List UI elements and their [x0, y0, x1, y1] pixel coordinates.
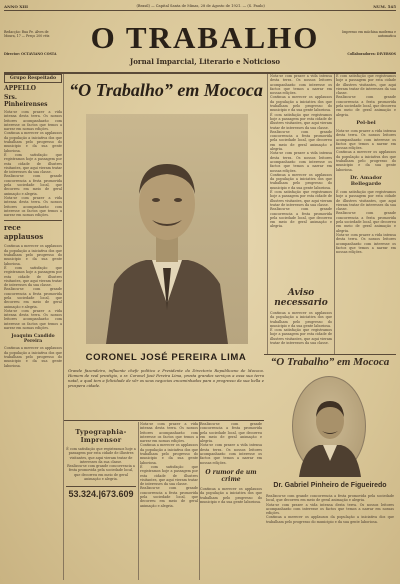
feature2-text: [266, 494, 394, 524]
left-text-1: Nota-se com prazer a vida intensa desta terra. Os nossos leitores acompanharão com interesse os factos que temos a narrar em nossas edições.: [4, 110, 62, 132]
feature2-article: [264, 356, 396, 580]
aviso-article: [270, 288, 332, 345]
feature-article: [66, 76, 266, 418]
typo-text-1: É com satisfação que registramos hoje a passagem por esta cidade de illustres visitantes, que aqui vieram tratar de interesses da sua classe.: [66, 447, 136, 464]
left-text-8: Realizou-se com grande concorrencia a festa promovida pela sociedade local, que decorreu em meio de geral animação e alegria.: [4, 287, 62, 309]
feature-caption-text: Grande fazendeiro, influente chefe politico e Presidente do Directorio Republicano de Mococa. Homem de real prestigio, o sr. Coronel José Pereira Lima, presta grandes serviços a essa sua terra natal, a qual tem a felicidade de vêr os seus negocios encaminhados para o progresso da sua bella e prospera cidade.: [68, 368, 264, 388]
right-column-b: [336, 74, 396, 254]
print-info: Impresso em máchina moderna e automatica: [342, 30, 396, 38]
aviso-heading: Aviso necessario: [274, 288, 328, 308]
left-text-3: É com satisfação que registramos hoje a passagem por esta cidade de illustres visitantes, que aqui vieram tratar de interesses da sua classe.: [4, 152, 62, 175]
rA-text-1: Nota-se com prazer a vida intensa desta terra. Os nossos leitores acompanharão com interesse os factos que temos a narrar em nossas edições.: [270, 74, 332, 96]
left-text-9: Nota-se com prazer a vida intensa desta terra. Os nossos leitores acompanharão com interesse os factos que temos a narrar em nossas edições.: [4, 308, 62, 331]
rA-text-3: É com satisfação que registramos hoje a passagem por esta cidade de illustres visitantes, que aqui vieram tratar de interesses da sua classe.: [270, 112, 332, 130]
typo-text-2: Realizou-se com grande concorrencia a festa promovida pela sociedade local, que decorreu em meio de geral animação e alegria.: [67, 464, 135, 482]
feature-bottom-rule: [64, 420, 264, 421]
left-box-head: Grupo Respeitado: [4, 74, 62, 83]
feature2-portrait: [292, 376, 366, 476]
rA-text-6: Continua a merecer os applausos da população a iniciativa dos que trabalham pelo progresso do municipio e da sua gente laboriosa.: [270, 172, 332, 190]
f2-text-1: Realizou-se com grande concorrencia a festa promovida pela sociedade local, que decorreu em meio de geral animação e alegria.: [266, 494, 394, 503]
masthead-left-info: [4, 30, 58, 56]
bm-text-2: Continua a merecer os applausos da população a iniciativa dos que trabalham pelo progresso do municipio e da sua gente laboriosa.: [140, 443, 198, 465]
place-date: (Brasil) — Capital Santa de Minas, 28 de Agosto de 1921. — (S. Paulo): [136, 4, 265, 8]
typography-ad: [66, 422, 136, 580]
rB-text-7: Nota-se com prazer a vida intensa desta terra. Os nossos leitores acompanharão com interesse os factos que temos a narrar em nossas edições.: [336, 232, 396, 255]
feature2-portrait-illustration: [293, 377, 367, 477]
rA-text-2: Continua a merecer os applausos da população a iniciativa dos que trabalham pelo progresso do municipio e da sua gente laboriosa.: [270, 95, 332, 113]
bottom-right-column: [200, 422, 262, 504]
feature2-caption: Dr. Gabriel Pinheiro de Figueiredo: [273, 482, 387, 489]
column-rule-3: [334, 74, 335, 354]
rB-text-1: É com satisfação que registramos hoje a passagem por esta cidade de illustres visitantes, que aqui vieram tratar de interesses da sua classe.: [336, 74, 396, 96]
crime-heading: O rumor de um crime: [205, 468, 257, 483]
rA-text-8: Realizou-se com grande concorrencia a festa promovida pela sociedade local, que decorreu em meio de geral animação e alegria.: [270, 207, 332, 229]
rA-text-4: Realizou-se com grande concorrencia a festa promovida pela sociedade local, que decorreu em meio de geral animação e alegria.: [270, 129, 332, 152]
top-line: [4, 2, 396, 10]
column-rule-1: [63, 74, 64, 580]
director-info: Director: OCTAVIANO COSTA: [4, 52, 57, 56]
left-text-7: É com satisfação que registramos hoje a passagem por esta cidade de illustres visitantes, que aqui vieram tratar de interesses da sua classe.: [4, 265, 62, 288]
pinheirenses-heading: Srs. Pinheirenses: [4, 94, 48, 108]
collaborators-info: Collaboradores: DIVERSOS: [347, 52, 396, 56]
portrait-photo: [86, 114, 248, 344]
feature2-top-rule: [264, 354, 396, 355]
amador-heading: Dr. Amador Bellegarde: [350, 174, 382, 187]
rA-text-7: É com satisfação que registramos hoje a passagem por esta cidade de illustres visitantes, que aqui vieram tratar de interesses da sua classe.: [270, 190, 332, 207]
bm-text-1: Nota-se com prazer a vida intensa desta terra. Os nossos leitores acompanharão com interesse os factos que temos a narrar em nossas edições.: [140, 422, 198, 444]
rB-text-2: Realizou-se com grande concorrencia a festa promovida pela sociedade local, que decorreu em meio de geral animação e alegria.: [336, 95, 396, 117]
bottom-middle-column: [140, 422, 198, 508]
newspaper-subtitle: Jornal Imparcial, Literario e Noticioso: [129, 57, 281, 66]
br-text-1: Realizou-se com grande concorrencia a festa promovida pela sociedade local, que decorreu em meio de geral animação e alegria.: [200, 422, 262, 444]
feature-heading: “O Trabalho” em Mococa: [69, 80, 263, 100]
bm-text-4: Realizou-se com grande concorrencia a festa promovida pela sociedade local, que decorreu em meio de geral animação e alegria.: [140, 486, 198, 508]
rB-text-5: É com satisfação que registramos hoje a passagem por esta cidade de illustres visitantes, que aqui vieram tratar de interesses da sua classe.: [336, 189, 396, 212]
right-column-a: [270, 74, 332, 229]
left-column: [4, 74, 62, 580]
br-text-2: Nota-se com prazer a vida intensa desta terra. Os nossos leitores acompanharão com interesse os factos que temos a narrar em nossas edições.: [200, 443, 262, 465]
redaction-info: Redacção: Rua Pe. Alves de Moura, 17 — Preço 200 réis: [4, 30, 50, 38]
pel-bel-heading: Pel-bel: [356, 119, 376, 126]
edition-label: ANNO XIII: [4, 3, 29, 9]
masthead: [4, 10, 396, 72]
feature2-heading: “O Trabalho” em Mococa: [270, 356, 390, 368]
masthead-right-info: [342, 30, 396, 56]
left-text-4: Realizou-se com grande concorrencia a festa promovida pela sociedade local, que decorreu em meio de geral animação e alegria.: [4, 174, 62, 196]
appello-heading: APPELLO: [4, 85, 36, 92]
bm-text-3: É com satisfação que registramos hoje a passagem por esta cidade de illustres visitantes, que aqui vieram tratar de interesses da sua classe.: [140, 464, 198, 487]
portrait-illustration: [86, 114, 248, 344]
typo-phone: 53.324.|673.609: [66, 486, 136, 499]
rB-text-6: Realizou-se com grande concorrencia a festa promovida pela sociedade local, que decorreu em meio de geral animação e alegria.: [336, 211, 396, 233]
column-rule-2: [267, 74, 268, 354]
typo-heading: Typographia-Imprensor: [75, 428, 127, 444]
feature-caption: CORONEL JOSÉ PEREIRA LIMA: [85, 352, 247, 363]
left-text-5: Nota-se com prazer a vida intensa desta terra. Os nossos leitores acompanharão com interesse os factos que temos a narrar em nossas edições.: [4, 195, 62, 218]
column-rule-4: [138, 422, 139, 580]
f2-text-3: Continua a merecer os applausos da população a iniciativa dos que trabalham pelo progresso do municipio e da sua gente laboriosa.: [266, 515, 394, 524]
issue-number: NUM. 545: [373, 3, 396, 9]
rB-text-3: Nota-se com prazer a vida intensa desta terra. Os nossos leitores acompanharão com interesse os factos que temos a narrar em nossas edições.: [336, 128, 396, 151]
left-bottom-name: Joaquim Candido Pereira: [11, 334, 55, 345]
aviso-text-1: Continua a merecer os applausos da população a iniciativa dos que trabalham pelo progresso do municipio e da sua gente laboriosa.: [270, 311, 332, 328]
newspaper-title: O TRABALHO: [90, 20, 320, 55]
left-text-2: Continua a merecer os applausos da população a iniciativa dos que trabalham pelo progresso do municipio e da sua gente laboriosa.: [4, 131, 62, 153]
rB-text-4: Continua a merecer os applausos da população a iniciativa dos que trabalham pelo progresso do municipio e da sua gente laboriosa.: [336, 150, 396, 172]
applausos-heading: rece applausos: [4, 220, 62, 241]
f2-text-2: Nota-se com prazer a vida intensa desta terra. Os nossos leitores acompanharão com interesse os factos que temos a narrar em nossas edições.: [266, 502, 394, 516]
left-text-6: Continua a merecer os applausos da população a iniciativa dos que trabalham pelo progresso do municipio e da sua gente laboriosa.: [4, 244, 62, 266]
left-text-10: Continua a merecer os applausos da população a iniciativa dos que trabalham pelo progresso do municipio e da sua gente laboriosa.: [4, 346, 62, 368]
rA-text-5: Nota-se com prazer a vida intensa desta terra. Os nossos leitores acompanharão com interesse os factos que temos a narrar em nossas edições.: [270, 151, 332, 173]
br-text-3: Continua a merecer os applausos da população a iniciativa dos que trabalham pelo progresso do municipio e da sua gente laboriosa.: [200, 486, 262, 504]
aviso-text-2: É com satisfação que registramos hoje a passagem por esta cidade de illustres visitantes, que aqui vieram tratar de interesses da sua classe.: [270, 328, 332, 346]
